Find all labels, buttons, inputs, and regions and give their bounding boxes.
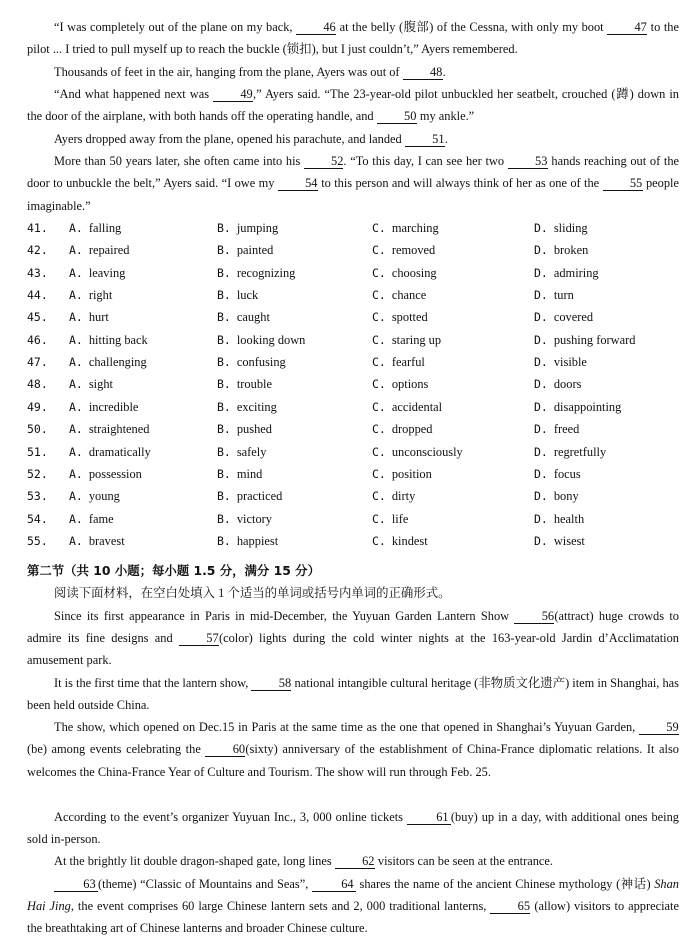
option-d[interactable]	[534, 262, 599, 284]
option-c[interactable]	[372, 441, 463, 463]
option-b[interactable]	[217, 441, 266, 463]
option-row	[27, 530, 679, 552]
option-text: straightened	[88, 422, 150, 437]
option-text: bony	[553, 489, 579, 504]
option-b[interactable]	[217, 418, 272, 440]
blank-51[interactable]: 51	[405, 133, 445, 147]
option-d[interactable]	[534, 306, 593, 328]
option-row	[27, 508, 679, 530]
passage1-para-1: “I was completely out of the plane on my back, 46 at the belly (腹部) of the Cessna, with only my boot 47 to the pilot ... I tried to pull myself up to reach the buckle (锁扣), but I just couldn’t,” Ayers remembered.	[27, 20, 679, 57]
option-c[interactable]	[372, 306, 428, 328]
option-letter: D.	[534, 355, 548, 370]
option-a[interactable]	[69, 239, 129, 261]
question-number: 45.	[27, 310, 48, 325]
option-letter: A.	[69, 489, 83, 504]
section2-heading: 第二节（共 10 小题；每小题 1.5 分，满分 15 分）	[27, 563, 320, 578]
option-a[interactable]	[69, 441, 151, 463]
option-letter: C.	[372, 489, 386, 504]
option-letter: A.	[69, 221, 83, 235]
option-text: admiring	[553, 265, 599, 280]
option-text: choosing	[391, 265, 437, 280]
passage2-para-6: 63 (theme) “Classic of Mountains and Seas”, 64 shares the name of the ancient Chinese mythology (神话) Shan Hai Jing, the event comprises 60 large Chinese lantern sets and 2, 000 traditional lanterns, 65 (allow) visitors to appreciate the breathtaking art of Chinese lanterns and broader Chinese culture.	[27, 876, 679, 936]
option-text: possession	[88, 466, 142, 481]
blank-64[interactable]: 64	[312, 878, 356, 892]
option-text: mind	[236, 466, 263, 481]
option-letter: A.	[69, 399, 83, 414]
passage1-para-4: Ayers dropped away from the plane, opened his parachute, and landed 51.	[54, 131, 448, 146]
option-b[interactable]	[217, 284, 258, 306]
option-letter: B.	[217, 466, 231, 481]
option-text: sliding	[553, 221, 588, 235]
option-text: covered	[553, 310, 594, 325]
option-text: regretfully	[553, 444, 607, 459]
option-text: safely	[236, 444, 267, 459]
option-letter: C.	[372, 444, 386, 459]
option-d[interactable]	[534, 329, 635, 351]
question-number: 51.	[27, 444, 48, 459]
option-row	[27, 329, 679, 351]
passage1-para-3: “And what happened next was 49,” Ayers said. “The 23-year-old pilot unbuckled her seatbelt, crouched (蹲) down in the door of the airplane, with both hands off the operating handle, and 50 my ankle.”	[27, 87, 679, 124]
option-text: options	[391, 377, 429, 392]
blank-55[interactable]: 55	[603, 177, 643, 191]
option-letter: B.	[217, 288, 231, 303]
option-b[interactable]	[217, 508, 272, 530]
option-c[interactable]	[372, 463, 432, 485]
option-letter: B.	[217, 310, 231, 325]
blank-53[interactable]: 53	[508, 155, 548, 169]
option-text: leaving	[88, 265, 126, 280]
option-letter: B.	[217, 243, 231, 258]
question-number: 46.	[27, 332, 48, 347]
option-letter: D.	[534, 243, 548, 258]
option-letter: A.	[69, 243, 83, 258]
option-letter: C.	[372, 221, 386, 235]
option-letter: B.	[217, 377, 231, 392]
option-a[interactable]	[69, 508, 114, 530]
option-b[interactable]	[217, 396, 277, 418]
option-d[interactable]	[534, 217, 588, 239]
option-text: visible	[553, 355, 587, 370]
blank-57[interactable]: 57	[179, 632, 219, 646]
option-a[interactable]	[69, 396, 138, 418]
question-number: 44.	[27, 288, 48, 303]
option-d[interactable]	[534, 508, 584, 530]
passage1-para-2: Thousands of feet in the air, hanging from the plane, Ayers was out of 48.	[54, 64, 446, 79]
option-letter: A.	[69, 288, 83, 303]
option-d[interactable]	[534, 351, 587, 373]
option-text: hitting back	[88, 332, 148, 347]
passage2-para-2: It is the first time that the lantern show, 58 national intangible cultural heritage (非物质文化遗产) item in Shanghai, has been held outside China.	[27, 675, 679, 712]
option-text: freed	[553, 422, 580, 437]
passage2-para-3: The show, which opened on Dec.15 in Paris at the same time as the one that opened in Shanghai’s Yuyuan Garden, 59(be) among events celebrating the 60(sixty) anniversary of the establishment of China-France diplomatic relations. It also welcomes the China-France Year of Culture and Tourism. The show will run through Feb. 25.	[27, 720, 679, 779]
option-text: fame	[88, 511, 114, 526]
option-letter: C.	[372, 533, 386, 548]
option-letter: C.	[372, 466, 386, 481]
question-number: 41.	[27, 221, 48, 235]
option-row	[27, 373, 679, 395]
option-text: challenging	[88, 355, 147, 370]
option-c[interactable]	[372, 485, 415, 507]
passage2-para-4: According to the event’s organizer Yuyuan Inc., 3, 000 online tickets 61 (buy) up in a day, with additional ones being sold in-person.	[27, 809, 679, 846]
option-a[interactable]	[69, 217, 121, 239]
option-text: broken	[553, 243, 589, 258]
blank-54[interactable]: 54	[278, 177, 318, 191]
option-c[interactable]	[372, 530, 428, 552]
option-d[interactable]	[534, 485, 579, 507]
option-text: bravest	[88, 533, 125, 548]
option-row	[27, 418, 679, 440]
option-letter: D.	[534, 422, 548, 437]
option-letter: A.	[69, 533, 83, 548]
option-text: marching	[391, 221, 439, 235]
blank-52[interactable]: 52	[304, 155, 343, 169]
option-text: doors	[553, 377, 582, 392]
option-row	[27, 262, 679, 284]
blank-58[interactable]: 58	[251, 677, 291, 691]
option-text: luck	[236, 288, 259, 303]
option-b[interactable]	[217, 530, 278, 552]
passage2-para-1: Since its first appearance in Paris in mid-December, the Yuyuan Garden Lantern Show 56(attract) huge crowds to admire its fine designs and 57(color) lights during the cold winter nights at the 163-year-old Jardin d’Acclimatation amusement park.	[27, 608, 679, 668]
option-a[interactable]	[69, 373, 113, 395]
question-number: 43.	[27, 265, 48, 280]
option-a[interactable]	[69, 530, 125, 552]
option-letter: D.	[534, 332, 548, 347]
option-c[interactable]	[372, 351, 425, 373]
option-letter: A.	[69, 444, 83, 459]
question-number: 55.	[27, 533, 48, 548]
option-text: staring up	[391, 332, 442, 347]
option-text: jumping	[236, 221, 279, 235]
option-d[interactable]	[534, 463, 581, 485]
option-d[interactable]	[534, 373, 581, 395]
option-text: focus	[553, 466, 581, 481]
blank-46[interactable]: 46	[296, 21, 336, 35]
option-letter: B.	[217, 399, 231, 414]
option-letter: B.	[217, 422, 231, 437]
option-text: dramatically	[88, 444, 151, 459]
option-d[interactable]	[534, 284, 574, 306]
option-letter: A.	[69, 377, 83, 392]
option-text: turn	[553, 288, 574, 303]
option-letter: C.	[372, 288, 386, 303]
blank-60[interactable]: 60	[205, 743, 245, 757]
blank-50[interactable]: 50	[377, 110, 417, 124]
option-row	[27, 239, 679, 261]
option-letter: D.	[534, 399, 548, 414]
option-c[interactable]	[372, 284, 426, 306]
option-a[interactable]	[69, 463, 142, 485]
blank-65[interactable]: 65	[490, 900, 530, 914]
question-number: 53.	[27, 489, 48, 504]
question-number: 54.	[27, 511, 48, 526]
option-letter: C.	[372, 355, 386, 370]
option-c[interactable]	[372, 508, 408, 530]
option-c[interactable]	[372, 329, 441, 351]
option-a[interactable]	[69, 262, 125, 284]
option-a[interactable]	[69, 418, 149, 440]
option-letter: C.	[372, 243, 386, 258]
option-b[interactable]	[217, 329, 305, 351]
option-letter: A.	[69, 422, 83, 437]
option-d[interactable]	[534, 530, 585, 552]
option-text: recognizing	[236, 265, 296, 280]
option-b[interactable]	[217, 239, 273, 261]
option-text: hurt	[88, 310, 109, 325]
option-letter: D.	[534, 265, 548, 280]
option-letter: D.	[534, 489, 548, 504]
option-text: position	[391, 466, 432, 481]
option-a[interactable]	[69, 485, 120, 507]
option-letter: B.	[217, 221, 231, 235]
blank-59[interactable]: 59	[639, 721, 679, 735]
option-letter: A.	[69, 310, 83, 325]
option-c[interactable]	[372, 217, 439, 239]
option-letter: B.	[217, 265, 231, 280]
option-b[interactable]	[217, 262, 295, 284]
option-letter: B.	[217, 444, 231, 459]
blank-61[interactable]: 61	[407, 811, 451, 825]
option-letter: D.	[534, 221, 548, 235]
option-text: removed	[391, 243, 436, 258]
section2-instruction: 阅读下面材料，在空白处填入 1 个适当的单词或括号内单词的正确形式。	[54, 586, 451, 600]
option-b[interactable]	[217, 351, 286, 373]
option-text: young	[88, 489, 120, 504]
option-d[interactable]	[534, 396, 621, 418]
option-text: dropped	[391, 422, 433, 437]
option-text: fearful	[391, 355, 425, 370]
option-row	[27, 396, 679, 418]
option-text: dirty	[391, 489, 416, 504]
option-letter: C.	[372, 265, 386, 280]
option-text: falling	[88, 221, 122, 235]
option-text: exciting	[236, 399, 277, 414]
option-row	[27, 351, 679, 373]
blank-48[interactable]: 48	[403, 66, 443, 80]
option-text: happiest	[236, 533, 279, 548]
option-letter: D.	[534, 377, 548, 392]
question-number: 42.	[27, 243, 48, 258]
option-d[interactable]	[534, 418, 579, 440]
option-c[interactable]	[372, 262, 437, 284]
option-text: pushing forward	[553, 332, 636, 347]
option-letter: B.	[217, 489, 231, 504]
option-text: confusing	[236, 355, 286, 370]
option-row	[27, 217, 679, 239]
option-letter: A.	[69, 355, 83, 370]
option-text: caught	[236, 310, 270, 325]
option-letter: D.	[534, 288, 548, 303]
option-c[interactable]	[372, 418, 432, 440]
option-a[interactable]	[69, 284, 112, 306]
option-a[interactable]	[69, 351, 147, 373]
option-text: accidental	[391, 399, 443, 414]
option-row	[27, 284, 679, 306]
option-b[interactable]	[217, 306, 270, 328]
option-letter: B.	[217, 355, 231, 370]
option-row	[27, 485, 679, 507]
option-letter: B.	[217, 511, 231, 526]
question-number: 50.	[27, 422, 48, 437]
option-b[interactable]	[217, 217, 278, 239]
option-letter: D.	[534, 444, 548, 459]
option-letter: D.	[534, 511, 548, 526]
option-letter: C.	[372, 511, 386, 526]
option-c[interactable]	[372, 373, 428, 395]
option-letter: B.	[217, 533, 231, 548]
option-letter: C.	[372, 399, 386, 414]
option-b[interactable]	[217, 485, 282, 507]
option-text: spotted	[391, 310, 428, 325]
option-text: painted	[236, 243, 274, 258]
blank-63[interactable]: 63	[54, 878, 98, 892]
question-number: 49.	[27, 399, 48, 414]
option-text: victory	[236, 511, 272, 526]
option-letter: C.	[372, 310, 386, 325]
option-letter: B.	[217, 332, 231, 347]
blank-56[interactable]: 56	[514, 610, 554, 624]
blank-49[interactable]: 49	[213, 88, 253, 102]
passage1-para-5: More than 50 years later, she often came into his 52. “To this day, I can see her two 53 hands reaching out of the door to unbuckle the belt,” Ayers said. “I owe my 54 to this person and will always think of her as one of the 55 people imaginable.”	[27, 154, 680, 213]
blank-62[interactable]: 62	[335, 855, 375, 869]
option-letter: A.	[69, 332, 83, 347]
option-text: repaired	[88, 243, 130, 258]
option-letter: D.	[534, 533, 548, 548]
option-b[interactable]	[217, 373, 272, 395]
question-number: 48.	[27, 377, 48, 392]
option-a[interactable]	[69, 329, 148, 351]
option-row	[27, 306, 679, 328]
blank-47[interactable]: 47	[607, 21, 647, 35]
option-text: practiced	[236, 489, 283, 504]
option-letter: A.	[69, 265, 83, 280]
option-letter: D.	[534, 466, 548, 481]
option-letter: C.	[372, 377, 386, 392]
option-row	[27, 441, 679, 463]
option-letter: A.	[69, 511, 83, 526]
book-title: Shan Hai Jing	[27, 876, 679, 913]
option-letter: A.	[69, 466, 83, 481]
option-text: disappointing	[553, 399, 622, 414]
option-a[interactable]	[69, 306, 109, 328]
option-text: health	[553, 511, 585, 526]
option-b[interactable]	[217, 463, 262, 485]
option-text: kindest	[391, 533, 428, 548]
option-text: trouble	[236, 377, 272, 392]
option-text: unconsciously	[391, 444, 463, 459]
option-text: life	[391, 511, 409, 526]
option-row	[27, 463, 679, 485]
option-text: looking down	[236, 332, 306, 347]
option-text: pushed	[236, 422, 272, 437]
passage2-para-5: At the brightly lit double dragon-shaped gate, long lines 62 visitors can be seen at the entrance.	[54, 854, 554, 868]
option-letter: D.	[534, 310, 548, 325]
option-text: chance	[391, 288, 427, 303]
option-text: incredible	[88, 399, 139, 414]
option-text: right	[88, 288, 113, 303]
option-d[interactable]	[534, 441, 606, 463]
option-letter: C.	[372, 422, 386, 437]
option-text: sight	[88, 377, 113, 392]
option-c[interactable]	[372, 239, 435, 261]
option-letter: C.	[372, 332, 386, 347]
option-c[interactable]	[372, 396, 442, 418]
question-number: 47.	[27, 355, 48, 370]
question-number: 52.	[27, 466, 48, 481]
option-d[interactable]	[534, 239, 588, 261]
option-text: wisest	[553, 533, 585, 548]
